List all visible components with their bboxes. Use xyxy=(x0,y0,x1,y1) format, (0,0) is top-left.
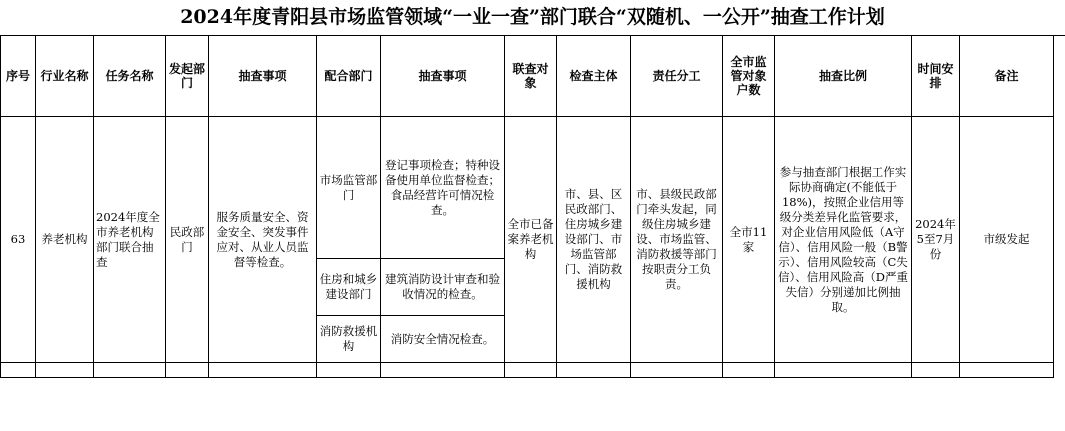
header-industry: 行业名称 xyxy=(36,36,94,117)
cell-subjects: 市、县、区民政部门、住房城乡建设部门、市场监管部门、消防救援机构 xyxy=(557,117,631,363)
table-row-next-partial xyxy=(1,363,1054,378)
document-title: 2024年度青阳县市场监管领域“一业一查”部门联合“双随机、一公开”抽查工作计划 xyxy=(0,0,1065,36)
cell-seq: 63 xyxy=(1,117,36,363)
header-items: 抽查事项 xyxy=(209,36,317,117)
cell-task: 2024年度全市养老机构部门联合抽查 xyxy=(94,117,166,363)
cell-initiator: 民政部门 xyxy=(166,117,209,363)
header-targets: 联查对象 xyxy=(505,36,557,117)
header-partner: 配合部门 xyxy=(317,36,381,117)
header-count: 全市监管对象户数 xyxy=(723,36,775,117)
table-row xyxy=(1,117,1054,259)
cell-partner-dept: 消防救援机构 xyxy=(317,316,381,363)
cell-partner-items: 登记事项检查；特种设备使用单位监督检查；食品经营许可情况检查。 xyxy=(381,117,505,259)
cell-partner-items: 消防安全情况检查。 xyxy=(381,316,505,363)
cell-duties: 市、县级民政部门牵头发起，同级住房城乡建设、市场监管、消防救援等部门按职责分工负责。 xyxy=(631,117,723,363)
header-task: 任务名称 xyxy=(94,36,166,117)
inspection-plan-table xyxy=(0,35,1054,378)
cell-partner-items: 建筑消防设计审查和验收情况的检查。 xyxy=(381,259,505,316)
cell-partner-dept: 住房和城乡建设部门 xyxy=(317,259,381,316)
cell-partner-dept: 市场监管部门 xyxy=(317,117,381,259)
header-partner-items: 抽查事项 xyxy=(381,36,505,117)
header-seq: 序号 xyxy=(1,36,36,117)
cell-industry: 养老机构 xyxy=(36,117,94,363)
header-row xyxy=(1,36,1054,117)
cell-items: 服务质量安全、资金安全、突发事件应对、从业人员监督等检查。 xyxy=(209,117,317,363)
header-subjects: 检查主体 xyxy=(557,36,631,117)
cell-time: 2024年5至7月份 xyxy=(912,117,960,363)
cell-targets: 全市已备案养老机构 xyxy=(505,117,557,363)
header-initiator: 发起部门 xyxy=(166,36,209,117)
cell-ratio: 参与抽查部门根据工作实际协商确定(不能低于18%)，按照企业信用等级分类差异化监管要求，对企业信用风险低（A守信）、信用风险一般（B警示）、信用风险较高（C失信）、信用风险高（D严重失信）分别递加比例抽取。 xyxy=(775,117,912,363)
cell-count: 全市11家 xyxy=(723,117,775,363)
header-ratio: 抽查比例 xyxy=(775,36,912,117)
header-time: 时间安排 xyxy=(912,36,960,117)
header-remark: 备注 xyxy=(960,36,1054,117)
header-duties: 责任分工 xyxy=(631,36,723,117)
cell-remark: 市级发起 xyxy=(960,117,1054,363)
